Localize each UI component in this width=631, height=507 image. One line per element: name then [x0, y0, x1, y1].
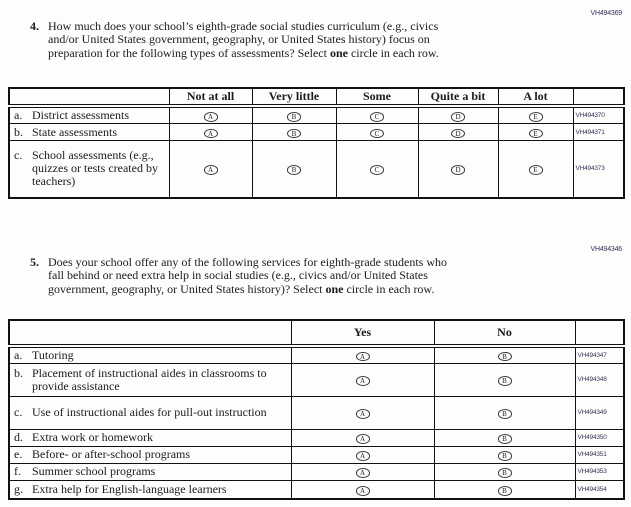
q4-row-b-cell-quite-a-bit: [418, 124, 498, 141]
q5-row-d: [9, 429, 624, 446]
row-letter: d.: [14, 430, 23, 445]
q5-row-e-option-B-circle[interactable]: B: [498, 451, 512, 461]
q5-row-c-cell-no: [434, 396, 575, 429]
q5-row-c-option-A-circle[interactable]: A: [356, 409, 370, 419]
q5-row-b-cell-no: [434, 363, 575, 396]
row-label: School assessments (e.g., quizzes or tests created by teachers): [32, 148, 158, 189]
q5-row-a-option-A-circle[interactable]: A: [356, 352, 370, 362]
q4-row-c-option-D-circle[interactable]: D: [451, 165, 465, 175]
q5-row-f-code: VH494353: [575, 463, 624, 480]
q4-header-not-at-all: Not at all: [169, 88, 252, 106]
row-letter: c.: [14, 405, 23, 420]
question4-line3-pre: preparation for the following types of assessments? Select: [48, 45, 330, 60]
q5-row-b-cell-yes: [291, 363, 434, 396]
q4-row-b-cell-some: [336, 124, 418, 141]
q4-row-a-code: VH494370: [573, 106, 624, 124]
q5-row-g-label-cell: [9, 480, 291, 499]
row-letter: a.: [14, 347, 23, 362]
q5-row-b-code: VH494348: [575, 363, 624, 396]
q5-row-d-code: VH494350: [575, 429, 624, 446]
q4-row-a-option-C-circle[interactable]: C: [370, 112, 384, 122]
q5-row-d-label-cell: [9, 429, 291, 446]
row-letter: g.: [14, 482, 23, 497]
q5-row-f-cell-no: [434, 463, 575, 480]
q4-row-a-option-B-circle[interactable]: B: [287, 112, 301, 122]
q4-row-b: [9, 124, 624, 141]
q5-row-b-option-A-circle[interactable]: A: [356, 376, 370, 386]
q4-row-c-option-B-circle[interactable]: B: [287, 165, 301, 175]
q4-header-empty: [9, 88, 169, 106]
question4-line2: and/or United States government, geography, or United States history) focus on: [48, 32, 430, 47]
q5-header-row: [9, 320, 624, 346]
q4-row-c-cell-some: [336, 141, 418, 198]
q5-row-f-option-B-circle[interactable]: B: [498, 468, 512, 478]
q4-row-b-cell-a-lot: [498, 124, 573, 141]
q5-row-g-code: VH494354: [575, 480, 624, 499]
question4-line3-bold: one: [329, 45, 348, 60]
q4-row-c-code: VH494373: [573, 141, 624, 198]
row-label: Extra help for English-language learners: [32, 482, 227, 497]
q4-row-c-cell-quite-a-bit: [418, 141, 498, 198]
row-label: Use of instructional aides for pull-out instruction: [32, 405, 267, 420]
row-label: Placement of instructional aides in classrooms to provide assistance: [32, 365, 267, 393]
q5-row-e-cell-no: [434, 446, 575, 463]
question5-number: 5.: [30, 254, 39, 269]
question4-variable-code: VH494369: [590, 10, 622, 17]
q5-header-no: No: [434, 320, 575, 346]
row-label: Extra work or homework: [32, 430, 153, 445]
q4-row-c-cell-not-at-all: [169, 141, 252, 198]
q5-row-a-cell-yes: [291, 346, 434, 364]
q5-row-f-option-A-circle[interactable]: A: [356, 468, 370, 478]
q4-row-b-option-C-circle[interactable]: C: [370, 129, 384, 139]
q4-row-a-option-D-circle[interactable]: D: [451, 112, 465, 122]
row-letter: e.: [14, 447, 23, 462]
q4-row-c-cell-very-little: [252, 141, 336, 198]
row-label: Before- or after-school programs: [32, 447, 191, 462]
question5-variable-code: VH494346: [590, 245, 622, 253]
q4-header-quite-a-bit: Quite a bit: [418, 88, 498, 106]
q5-row-a-option-B-circle[interactable]: B: [498, 352, 512, 362]
q5-row-d-option-A-circle[interactable]: A: [356, 434, 370, 444]
q5-row-b-option-B-circle[interactable]: B: [498, 376, 512, 386]
q5-row-g-cell-yes: [291, 480, 434, 499]
q4-row-c-option-C-circle[interactable]: C: [370, 165, 384, 175]
q5-header-code-empty: [575, 320, 624, 346]
q5-row-g-option-A-circle[interactable]: A: [356, 486, 370, 496]
q5-row-c-code: VH494349: [575, 396, 624, 429]
row-letter: a.: [14, 108, 23, 123]
question5-table: [8, 319, 625, 501]
q4-row-b-option-D-circle[interactable]: D: [451, 129, 465, 139]
q4-row-b-cell-very-little: [252, 124, 336, 141]
q5-row-a-label-cell: [9, 346, 291, 364]
q4-header-code-empty: [573, 88, 624, 106]
q4-row-a-cell-quite-a-bit: [418, 106, 498, 124]
q4-row-a-option-A-circle[interactable]: A: [204, 112, 218, 122]
q4-header-very-little: Very little: [252, 88, 336, 106]
q5-row-f-cell-yes: [291, 463, 434, 480]
question5-line3-pre: government, geography, or United States history)? Select: [48, 281, 326, 296]
question4-line3-post: circle in each row.: [347, 45, 439, 60]
q4-row-b-option-B-circle[interactable]: B: [287, 129, 301, 139]
q5-row-b: [9, 363, 624, 396]
row-label: Summer school programs: [32, 464, 156, 479]
q5-row-c-label-cell: [9, 396, 291, 429]
q5-row-g: [9, 480, 624, 499]
q4-row-a-label-cell: [9, 106, 169, 124]
row-letter: b.: [14, 124, 23, 139]
q4-header-a-lot: A lot: [498, 88, 573, 106]
q5-row-e-option-A-circle[interactable]: A: [356, 451, 370, 461]
question-4: [30, 20, 631, 60]
question5-line3-bold: one: [325, 281, 344, 296]
q5-header-empty: [9, 320, 291, 346]
q4-row-c-cell-a-lot: [498, 141, 573, 198]
q4-row-c-label-cell: [9, 141, 169, 198]
question4-number: 4.: [30, 19, 39, 33]
q5-row-e: [9, 446, 624, 463]
q5-row-b-label-cell: [9, 363, 291, 396]
q5-row-e-cell-yes: [291, 446, 434, 463]
q5-row-f: [9, 463, 624, 480]
row-label: State assessments: [32, 124, 117, 139]
q5-row-d-option-B-circle[interactable]: B: [498, 434, 512, 444]
q4-row-b-label-cell: [9, 124, 169, 141]
q4-row-b-cell-not-at-all: [169, 124, 252, 141]
q5-row-g-option-B-circle[interactable]: B: [498, 486, 512, 496]
q4-row-a-option-E-circle[interactable]: E: [529, 112, 543, 122]
question5-line3-post: circle in each row.: [343, 281, 435, 296]
q5-row-f-label-cell: [9, 463, 291, 480]
row-label: Tutoring: [32, 347, 74, 362]
question4-table: [8, 87, 625, 199]
question5-line2: fall behind or need extra help in social studies (e.g., civics and/or United States: [48, 268, 428, 283]
q4-row-a-cell-some: [336, 106, 418, 124]
q4-row-c-option-E-circle[interactable]: E: [529, 165, 543, 175]
row-letter: b.: [14, 365, 23, 380]
q5-row-d-cell-no: [434, 429, 575, 446]
row-letter: f.: [14, 464, 21, 479]
question5-text: [48, 256, 631, 296]
q5-row-a: [9, 346, 624, 364]
q5-row-a-cell-no: [434, 346, 575, 364]
q5-header-yes: Yes: [291, 320, 434, 346]
q4-row-c-option-A-circle[interactable]: A: [204, 165, 218, 175]
q4-header-row: [9, 88, 624, 106]
q4-row-a-cell-very-little: [252, 106, 336, 124]
question5-line1: Does your school offer any of the following services for eighth-grade students who: [48, 254, 448, 269]
q5-row-c: [9, 396, 624, 429]
q4-row-b-option-A-circle[interactable]: A: [204, 129, 218, 139]
q5-row-a-code: VH494347: [575, 346, 624, 364]
q4-row-a-cell-a-lot: [498, 106, 573, 124]
row-label: District assessments: [32, 108, 129, 123]
q4-header-some: Some: [336, 88, 418, 106]
q5-row-c-option-B-circle[interactable]: B: [498, 409, 512, 419]
q5-row-c-cell-yes: [291, 396, 434, 429]
q4-row-b-option-E-circle[interactable]: E: [529, 129, 543, 139]
q5-row-e-code: VH494351: [575, 446, 624, 463]
question4-line1: How much does your school’s eighth-grade social studies curriculum (e.g., civics: [48, 19, 439, 33]
q4-row-a: [9, 106, 624, 124]
q5-row-e-label-cell: [9, 446, 291, 463]
q5-row-d-cell-yes: [291, 429, 434, 446]
row-letter: c.: [14, 148, 23, 163]
q5-row-g-cell-no: [434, 480, 575, 499]
question4-text: [48, 20, 631, 60]
question-5: [30, 256, 631, 296]
q4-row-c: [9, 141, 624, 198]
q4-row-a-cell-not-at-all: [169, 106, 252, 124]
q4-row-b-code: VH494371: [573, 124, 624, 141]
